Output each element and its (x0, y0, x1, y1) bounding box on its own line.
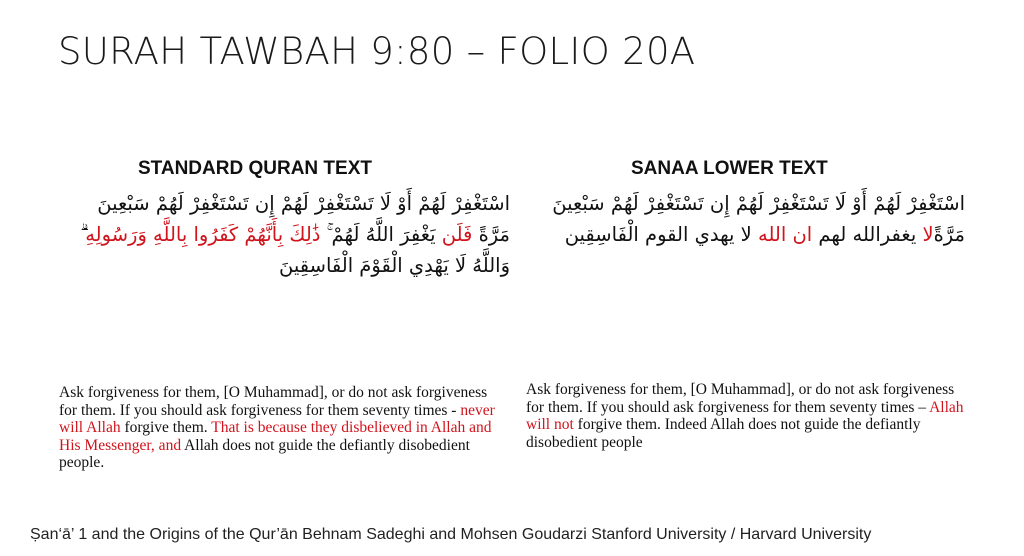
translation-run: Allah does not guide the defiantly disobedient people. (59, 436, 470, 471)
arabic-run: لا (922, 223, 934, 246)
arabic-run: يغفرالله لهم (812, 223, 923, 246)
slide-title: SURAH TAWBAH 9:80 – FOLIO 20A (58, 30, 696, 73)
arabic-run: ان الله (758, 223, 813, 246)
sanaa-translation (526, 381, 966, 451)
translation-run: Ask forgiveness for them, [O Muhammad], or do not ask forgiveness for them. If you should ask forgiveness for them seventy times - (59, 384, 488, 419)
standard-arabic-verse (66, 188, 510, 281)
translation-run: never will Allah (59, 401, 495, 436)
translation-run: forgive them. (120, 419, 212, 436)
arabic-run: فَلَن (441, 223, 473, 246)
standard-translation (59, 384, 499, 472)
sanaa-text-heading: SANAA LOWER TEXT (631, 158, 828, 179)
translation-run: That is because they disbelieved in Allah and His Messenger, and (59, 419, 492, 454)
citation-footer: Ṣan‘ā’ 1 and the Origins of the Qur’ān Behnam Sadeghi and Mohsen Goudarzi Stanford University / Harvard University (30, 526, 872, 543)
translation-run: Ask forgiveness for them, [O Muhammad], or do not ask forgiveness for them. If you should ask forgiveness for them seventy times – (526, 381, 955, 416)
arabic-run: لا يهدي القوم الْفَاسِقِين (564, 223, 758, 246)
arabic-run: ۗ وَاللَّهُ لَا يَهْدِي الْقَوْمَ الْفَاسِقِينَ (80, 223, 510, 277)
arabic-run: اسْتَغْفِرْ لَهُمْ أَوْ لَا تَسْتَغْفِرْ لَهُمْ إِن تَسْتَغْفِرْ لَهُمْ سَبْعِينَ مَرَّةً (552, 192, 965, 246)
translation-run: forgive them. Indeed Allah does not guide the defiantly disobedient people (526, 416, 921, 451)
arabic-run: ذَٰلِكَ بِأَنَّهُمْ كَفَرُوا بِاللَّهِ وَرَسُولِهِ (85, 223, 321, 246)
standard-text-heading: STANDARD QURAN TEXT (138, 158, 372, 179)
sanaa-arabic-verse (545, 188, 965, 250)
arabic-run: اسْتَغْفِرْ لَهُمْ أَوْ لَا تَسْتَغْفِرْ لَهُمْ إِن تَسْتَغْفِرْ لَهُمْ سَبْعِينَ مَرَّةً (97, 192, 510, 246)
arabic-run: يَغْفِرَ اللَّهُ لَهُمْ ۚ (320, 223, 442, 246)
translation-run: Allah will not (526, 398, 964, 433)
